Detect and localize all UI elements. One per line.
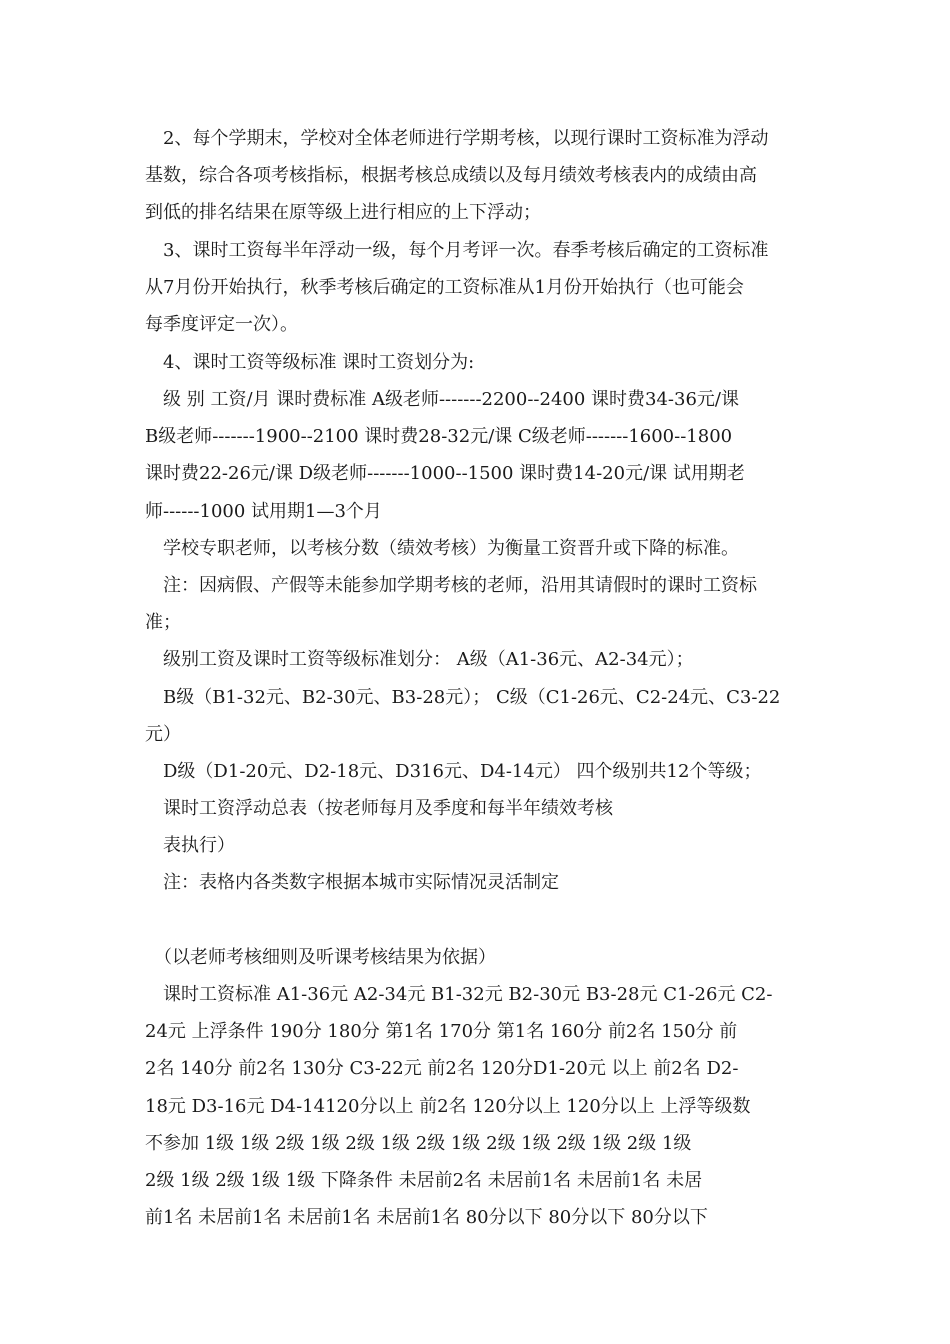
text-line: 课时工资标准 A1-36元 A2-34元 B1-32元 B2-30元 B3-28元 C1-26元 C2- (145, 984, 773, 1005)
text-line: 注：因病假、产假等未能参加学期考核的老师，沿用其请假时的课时工资标 (145, 575, 757, 596)
text-line: （以老师考核细则及听课考核结果为依据） (145, 947, 496, 968)
text-line: 学校专职老师，以考核分数（绩效考核）为衡量工资晋升或下降的标准。 (145, 538, 739, 559)
text-line: 3、课时工资每半年浮动一级，每个月考评一次。春季考核后确定的工资标准 (145, 240, 769, 261)
text-line: 表执行） (145, 835, 235, 856)
text-line: 4、课时工资等级标准 课时工资划分为: (145, 352, 475, 373)
text-line: 2名 140分 前2名 130分 C3-22元 前2名 120分D1-20元 以上 前2名 D2- (145, 1058, 739, 1079)
text-line: 18元 D3-16元 D4-14120分以上 前2名 120分以上 120分以上 上浮等级数 (145, 1096, 751, 1117)
text-line: B级老师-------1900--2100 课时费28-32元/课 C级老师-------1600--1800 (145, 426, 733, 447)
text-line: 基数，综合各项考核指标，根据考核总成绩以及每月绩效考核表内的成绩由高 (145, 165, 757, 186)
text-line: B级（B1-32元、B2-30元、B3-28元）； C级（C1-26元、C2-24元、C3-22 (145, 687, 781, 708)
text-line: 24元 上浮条件 190分 180分 第1名 170分 第1名 160分 前2名 150分 前 (145, 1021, 738, 1042)
text-line: 2、每个学期末，学校对全体老师进行学期考核，以现行课时工资标准为浮动 (145, 128, 769, 149)
text-line: 每季度评定一次）。 (145, 314, 298, 335)
text-line: 课时工资浮动总表（按老师每月及季度和每半年绩效考核 (145, 798, 613, 819)
text-line: 师------1000 试用期1—3个月 (145, 501, 382, 522)
text-line: 不参加 1级 1级 2级 1级 2级 1级 2级 1级 2级 1级 2级 1级 2级 1级 (145, 1133, 692, 1154)
text-line: 2级 1级 2级 1级 1级 下降条件 未居前2名 未居前1名 未居前1名 未居 (145, 1170, 703, 1191)
text-line: 级别工资及课时工资等级标准划分： A级（A1-36元、A2-34元）； (145, 649, 694, 670)
text-line: 从7月份开始执行，秋季考核后确定的工资标准从1月份开始执行（也可能会 (145, 277, 744, 298)
text-line: 课时费22-26元/课 D级老师-------1000--1500 课时费14-20元/课 试用期老 (145, 463, 745, 484)
text-line: D级（D1-20元、D2-18元、D316元、D4-14元） 四个级别共12个等级； (145, 761, 762, 782)
text-line: 注：表格内各类数字根据本城市实际情况灵活制定 (145, 872, 559, 893)
text-line: 到低的排名结果在原等级上进行相应的上下浮动； (145, 202, 541, 223)
text-line: 准； (145, 612, 181, 633)
text-line: 元） (145, 724, 181, 745)
text-line: 级 别 工资/月 课时费标准 A级老师-------2200--2400 课时费34-36元/课 (145, 389, 739, 410)
text-line: 前1名 未居前1名 未居前1名 未居前1名 80分以下 80分以下 80分以下 (145, 1207, 708, 1228)
